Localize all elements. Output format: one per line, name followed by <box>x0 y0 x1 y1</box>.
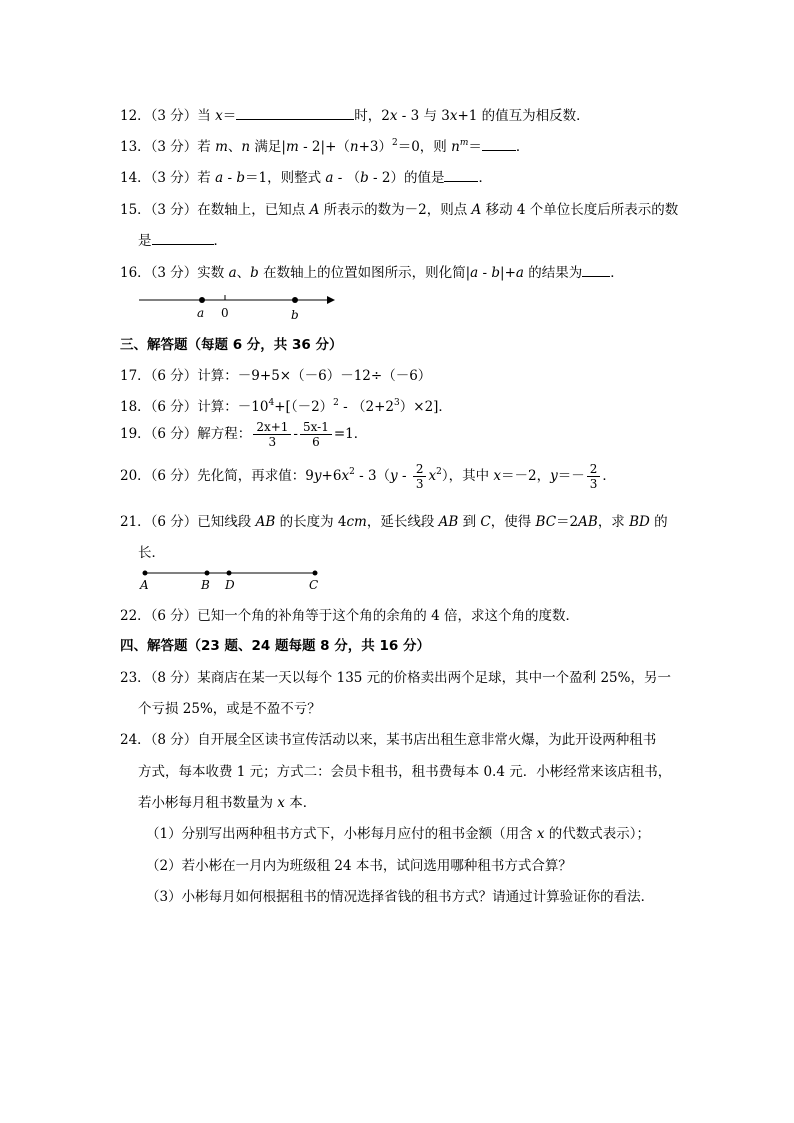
point-B <box>205 571 210 576</box>
question-24-part-1: （1）分别写出两种租书方式下，小彬每月应付的租书金额（用含 x 的代数式表示）； <box>146 826 651 842</box>
question-13: 13．（3 分）若 m、n 满足$|m - 2|+(n+3)^2=0$，则 $n^m=$ ． <box>120 138 530 155</box>
question-24-line2: 方式，每本收费 1 元；方式二：会员卡租书，租书费每本 0.4 元．小彬经常来该店租书， <box>138 764 672 780</box>
question-15: 15．（3 分）在数轴上，已知点 A 所表示的数为－2，则点 A 移动 4 个单位长度后所表示的数 <box>120 202 679 218</box>
question-17: 17．（6 分）计算：－9+5×（－6）－12÷（－6） <box>120 368 432 384</box>
label-B: B <box>201 578 210 592</box>
segment-figure <box>135 565 335 595</box>
label-b: b <box>291 308 299 322</box>
question-24: 24．（8 分）自开展全区读书宣传活动以来，某书店出租生意非常火爆，为此开设两种租书 <box>120 732 657 748</box>
question-24-part-2: （2）若小彬在一月内为班级租 24 本书，试问选用哪种租书方式合算？ <box>146 858 572 874</box>
fraction-1: $\frac{2x+1}{3}$ <box>253 420 291 449</box>
point-a <box>199 297 205 303</box>
question-19: 19．（6 分）解方程： $\frac{2x+1}{3}$ - $\frac{5x-1}{6}$ =1． <box>120 420 368 449</box>
arrow-right-icon <box>327 296 335 304</box>
question-23-line2: 个亏损 25%，或是不盈不亏？ <box>138 701 321 717</box>
section-4-heading: 四、解答题（23 题、24 题每题 8 分，共 16 分） <box>120 638 430 654</box>
label-C: C <box>309 578 319 592</box>
label-zero: 0 <box>221 306 229 320</box>
question-24-part-3: （3）小彬每月如何根据租书的情况选择省钱的租书方式？请通过计算验证你的看法． <box>146 889 655 905</box>
question-14: 14．（3 分）若 a - b＝1，则整式 a - （b - 2）的值是 ． <box>120 170 492 186</box>
question-21-line2: 长． <box>138 545 165 561</box>
question-22: 22．（6 分）已知一个角的补角等于这个角的余角的 4 倍，求这个角的度数． <box>120 608 579 624</box>
section-3-heading: 三、解答题（每题 6 分，共 36 分） <box>120 337 343 353</box>
answer-blank[interactable] <box>582 264 610 277</box>
number-line-figure <box>135 290 345 322</box>
fraction-two-thirds-2: $\frac{2}{3}$ <box>587 462 601 491</box>
label-D: D <box>225 578 235 592</box>
question-23: 23．（8 分）某商店在某一天以每个 135 元的价格卖出两个足球，其中一个盈利 25%，另一 <box>120 670 671 686</box>
question-16: 16．（3 分）实数 a、b 在数轴上的位置如图所示，则化简|a - b|+a 的结果为 ． <box>120 265 624 281</box>
question-21: 21．（6 分）已知线段 AB 的长度为 4cm，延长线段 AB 到 C，使得 BC＝2AB，求 BD 的 <box>120 514 668 530</box>
point-C <box>313 571 318 576</box>
question-12: 12．（3 分）当 x＝ 时，2x - 3 与 3x+1 的值互为相反数． <box>120 108 590 124</box>
answer-blank[interactable] <box>152 232 214 245</box>
question-20: 20．（6 分）先化简，再求值：$9y+6x^2 - 3(y$ - $\frac{2}{3}$ $x^2$），其中 x＝－2，y＝－ $\frac{2}{3}$ ． <box>120 462 616 491</box>
point-D <box>227 571 232 576</box>
question-24-line3: 若小彬每月租书数量为 x 本． <box>138 795 317 811</box>
question-18: 18．（6 分）计算：$-10^4+[(-2)^2 - (2+2^3)\times 2]$． <box>120 398 452 415</box>
answer-blank[interactable] <box>444 169 478 182</box>
label-A: A <box>140 578 149 592</box>
point-b <box>292 297 298 303</box>
label-a: a <box>197 306 205 320</box>
question-15-line2: 是 ． <box>138 233 227 249</box>
answer-blank[interactable] <box>236 107 354 120</box>
answer-blank[interactable] <box>482 138 516 151</box>
fraction-two-thirds: $\frac{2}{3}$ <box>413 462 427 491</box>
fraction-2: $\frac{5x-1}{6}$ <box>300 420 332 449</box>
point-A <box>143 571 148 576</box>
